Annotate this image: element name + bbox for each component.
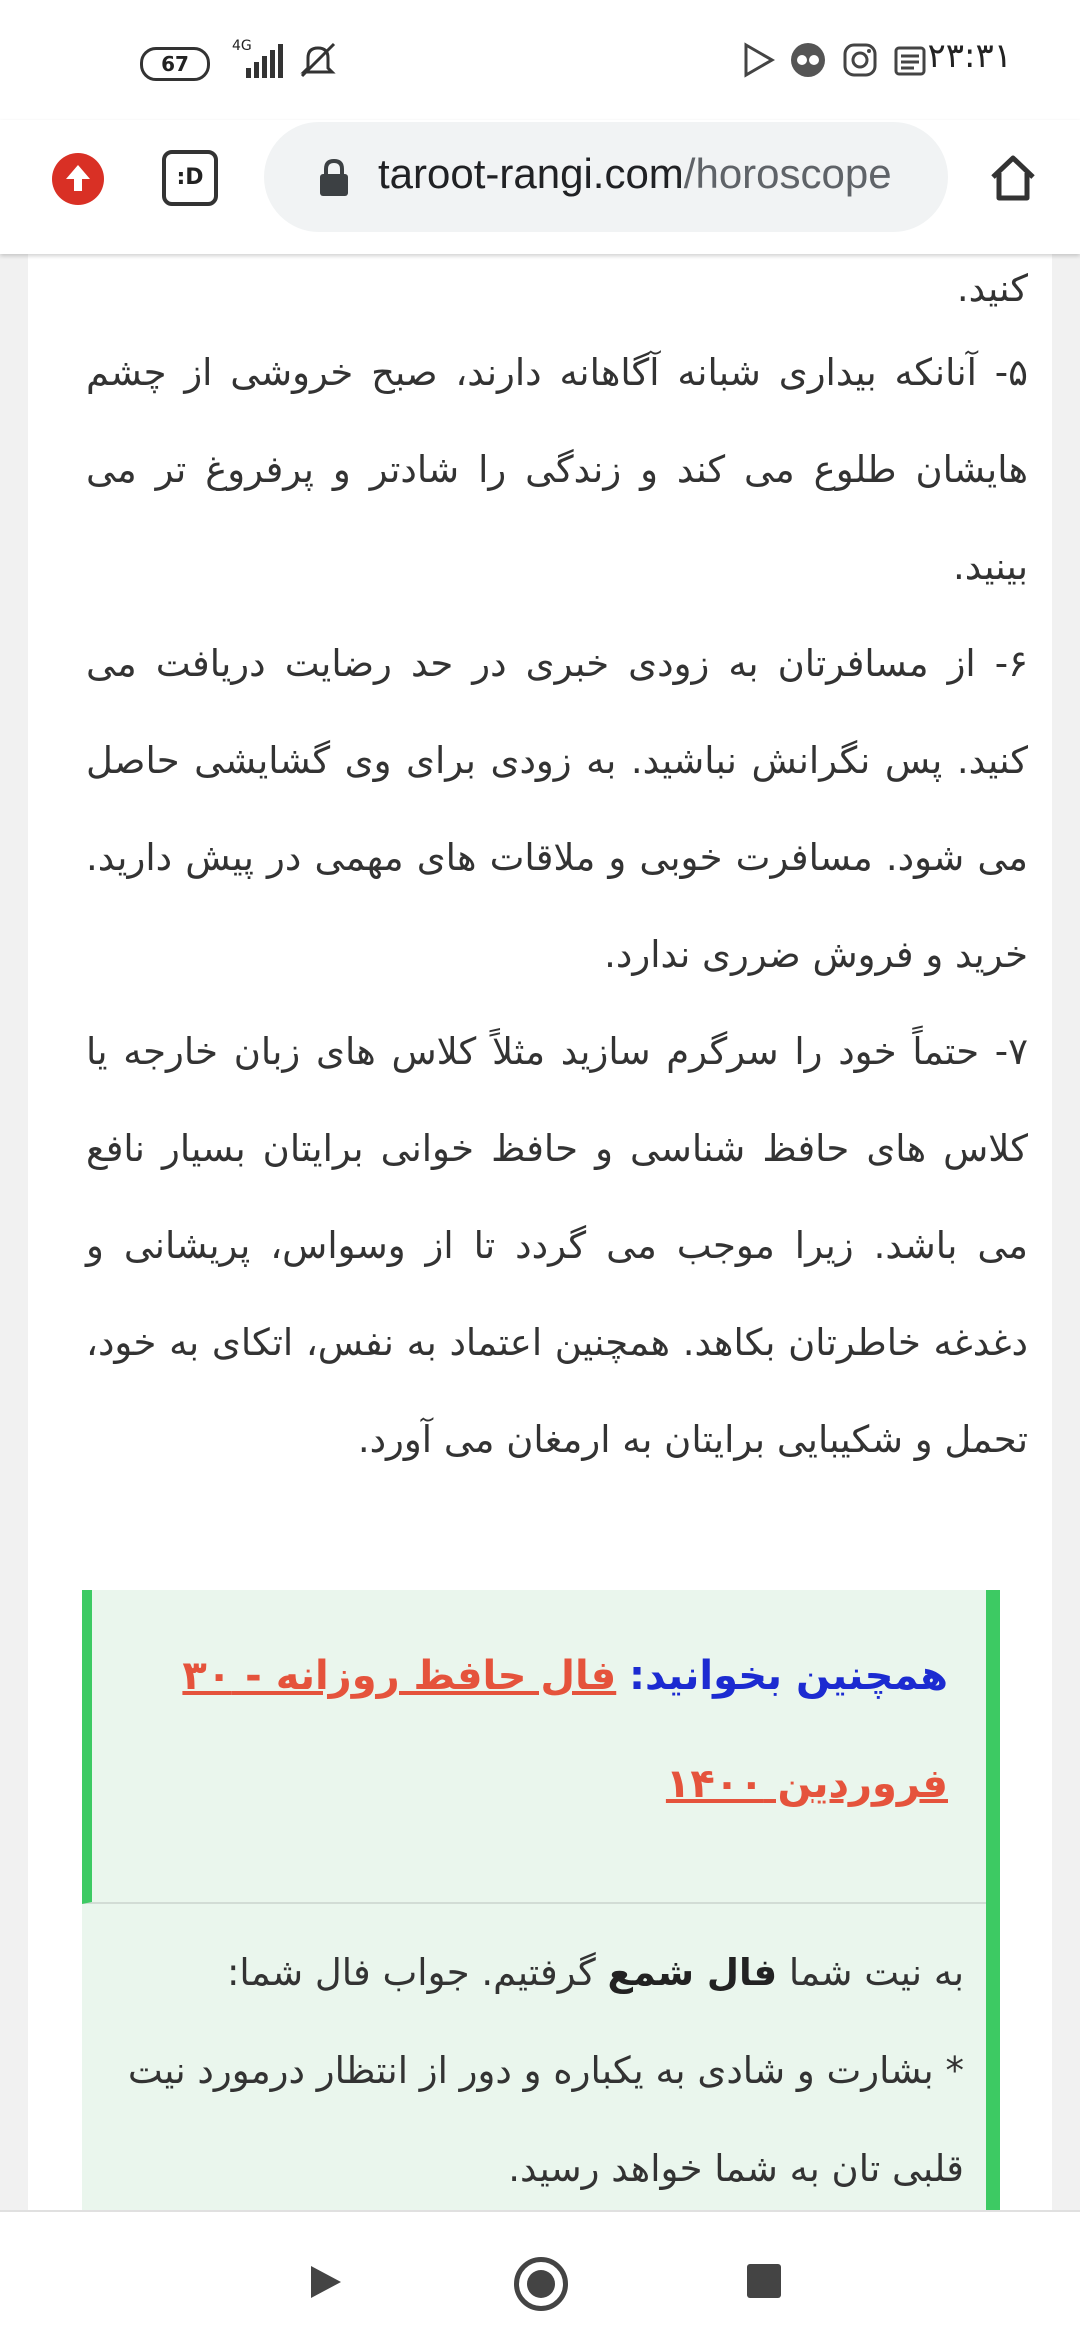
upload-button[interactable] [52, 153, 104, 205]
paragraph-6: ۶- از مسافرتان به زودی خبری در حد رضایت دریافت می کنید. پس نگرانش نباشید. به زودی برای وی گشایشی حاصل می شود. مسافرت خوبی و ملاقات های مهمی در پیش دارید. خرید و فروش ضرری ندارد. [86, 642, 1028, 976]
paragraph-5: ۵- آنانکه بیداری شبانه آگاهانه دارند، صبح خروشی از چشم هایشان طلوع می کند و زندگی را شادتر و پرفروغ تر می بینید. [86, 351, 1028, 588]
lock-icon [316, 158, 352, 198]
article-body [86, 254, 1028, 1488]
status-bar [0, 0, 1080, 120]
back-icon[interactable] [305, 2262, 345, 2302]
tab-switcher-label: :D [176, 165, 204, 190]
also-read-link[interactable]: فال حافظ روزانه - ۳۰ فروردین ۱۴۰۰ [182, 1653, 948, 1807]
home-dot-icon [527, 2270, 555, 2298]
url-path: /horoscope [683, 150, 892, 197]
fal-box [82, 1590, 1000, 2210]
recent-apps-button[interactable] [747, 2264, 781, 2298]
browser-toolbar [0, 120, 1080, 254]
fal-intro-pre: به نیت شما [788, 1951, 964, 1994]
fal-answer: * بشارت و شادی به یکباره و دور از انتظار درمورد نیت قلبی تان به شما خواهد رسید. [127, 2049, 964, 2190]
fal-type: فال شمع [607, 1951, 778, 1994]
url-bar[interactable] [264, 122, 948, 232]
instagram-icon [840, 40, 880, 80]
web-page [28, 254, 1052, 2210]
clock: ۲۳:۳۱ [927, 36, 1012, 76]
url-host: taroot-rangi.com [378, 150, 684, 197]
paragraph-7: ۷- حتماً خود را سرگرم سازید مثلاً کلاس های زبان خارجه یا کلاس های حافظ شناسی و حافظ خوانی برایتان بسیار نافع می باشد. زیرا موجب می گردد تا از وسواس، پریشانی و دغدغه خاطرتان بکاهد. همچنین اعتماد به نفس، اتکای به خود، تحمل و شکیبایی برایتان به ارمغان می آورد. [86, 1030, 1028, 1461]
play-store-icon [738, 40, 778, 80]
navigation-bar [0, 2210, 1080, 2342]
fal-result [82, 1904, 986, 2210]
home-button[interactable] [514, 2257, 568, 2311]
arrow-up-icon [52, 153, 104, 205]
tab-switcher-button[interactable] [162, 150, 218, 206]
signal-icon [232, 40, 288, 80]
also-read-label: همچنین بخوانید: [628, 1653, 948, 1699]
paragraph-lead: کنید. [956, 267, 1028, 310]
fal-intro [112, 1924, 964, 2022]
mute-icon [298, 40, 338, 80]
battery-icon [140, 47, 210, 81]
network-type: 4G [232, 38, 252, 54]
also-read-block [82, 1590, 986, 1904]
app-icon [788, 40, 828, 80]
url-text [378, 150, 892, 198]
battery-level: 67 [161, 52, 189, 76]
news-icon [890, 40, 930, 80]
home-icon[interactable] [985, 150, 1041, 206]
fal-intro-post: گرفتیم. جواب فال شما: [226, 1951, 596, 1994]
